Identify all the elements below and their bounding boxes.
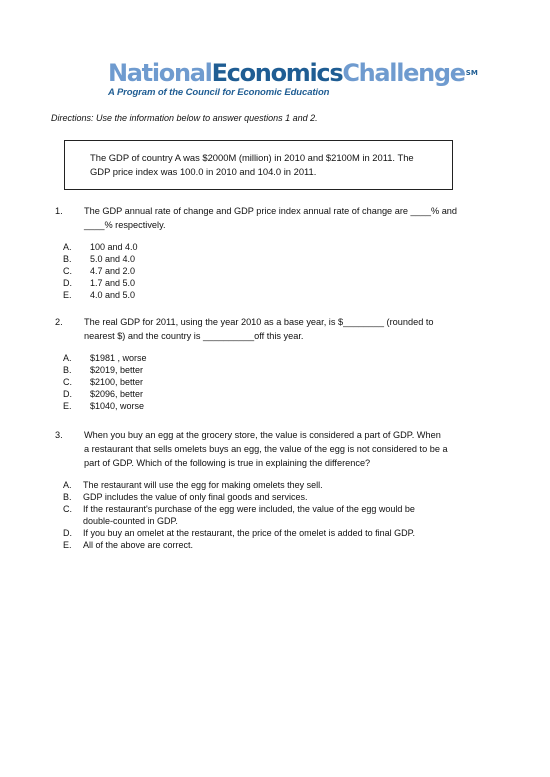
directions: Directions: Use the information below to answer questions 1 and 2. — [51, 113, 318, 123]
option-letter: B. — [63, 365, 72, 375]
question-text-line: The real GDP for 2011, using the year 2010 as a base year, is $________ (rounded to — [84, 317, 434, 327]
option-letter: A. — [63, 242, 72, 252]
options-list — [55, 352, 495, 412]
option-b[interactable] — [55, 491, 495, 503]
option-text: $1981 , worse — [90, 353, 147, 363]
option-text: GDP includes the value of only final goods and services. — [83, 492, 308, 502]
logo-national: National — [108, 59, 212, 87]
option-a[interactable] — [55, 241, 495, 253]
option-c[interactable] — [55, 376, 495, 388]
logo-subtitle: A Program of the Council for Economic Education — [108, 87, 330, 98]
question-text — [84, 428, 495, 470]
option-letter: E. — [63, 401, 72, 411]
logo — [108, 60, 478, 98]
option-text — [83, 503, 495, 527]
option-letter: B. — [63, 254, 72, 264]
options-list — [55, 479, 495, 551]
option-text-line: double-counted in GDP. — [83, 516, 178, 526]
option-text: 4.0 and 5.0 — [90, 290, 136, 300]
option-letter: A. — [63, 353, 72, 363]
option-letter: C. — [63, 266, 72, 276]
option-letter: E. — [63, 290, 72, 300]
question-text-line: When you buy an egg at the grocery store, the value is considered a part of GDP. When — [84, 430, 441, 440]
option-text: 1.7 and 5.0 — [90, 278, 136, 288]
option-text: 4.7 and 2.0 — [90, 266, 136, 276]
info-line-1: The GDP of country A was $2000M (million) in 2010 and $2100M in 2011. The — [90, 152, 414, 163]
option-text: 100 and 4.0 — [90, 242, 138, 252]
option-b[interactable] — [55, 364, 495, 376]
option-d[interactable] — [55, 388, 495, 400]
service-mark: SM — [465, 69, 478, 77]
question-2 — [55, 315, 495, 412]
option-text: $2096, better — [90, 389, 144, 399]
question-text — [84, 315, 495, 343]
option-letter: A. — [63, 480, 72, 490]
question-3 — [55, 428, 495, 551]
option-e[interactable] — [55, 539, 495, 551]
option-e[interactable] — [55, 289, 495, 301]
info-box — [64, 140, 453, 190]
option-text: 5.0 and 4.0 — [90, 254, 136, 264]
option-text: $1040, worse — [90, 401, 145, 411]
option-e[interactable] — [55, 400, 495, 412]
option-letter: D. — [63, 528, 72, 538]
question-number: 1. — [55, 206, 63, 216]
options-list — [55, 241, 495, 301]
option-d[interactable] — [55, 527, 495, 539]
option-c[interactable] — [55, 503, 495, 527]
question-number: 3. — [55, 430, 63, 440]
option-letter: D. — [63, 278, 72, 288]
option-a[interactable] — [55, 352, 495, 364]
option-b[interactable] — [55, 253, 495, 265]
option-text: If you buy an omelet at the restaurant, the price of the omelet is added to final GDP. — [83, 528, 416, 538]
option-c[interactable] — [55, 265, 495, 277]
question-text-line: nearest $) and the country is __________off this year. — [84, 331, 304, 341]
question-number: 2. — [55, 317, 63, 327]
option-letter: D. — [63, 389, 72, 399]
option-letter: E. — [63, 540, 72, 550]
logo-wordmark — [108, 60, 478, 86]
option-a[interactable] — [55, 479, 495, 491]
question-text-line: ____% respectively. — [84, 220, 166, 230]
option-text-line: If the restaurant's purchase of the egg were included, the value of the egg would be — [83, 504, 415, 514]
question-1 — [55, 204, 495, 301]
option-d[interactable] — [55, 277, 495, 289]
logo-economics: Economics — [211, 59, 343, 87]
option-text: $2019, better — [90, 365, 144, 375]
option-text: $2100, better — [90, 377, 144, 387]
question-text-line: a restaurant that sells omelets buys an egg, the value of the egg is not considered to be a — [84, 444, 448, 454]
option-letter: C. — [63, 504, 72, 514]
question-text-line: The GDP annual rate of change and GDP price index annual rate of change are ____% and — [84, 206, 458, 216]
question-text — [84, 204, 495, 232]
option-text: All of the above are correct. — [83, 540, 194, 550]
option-letter: B. — [63, 492, 72, 502]
option-text: The restaurant will use the egg for making omelets they sell. — [83, 480, 323, 490]
option-letter: C. — [63, 377, 72, 387]
question-text-line: part of GDP. Which of the following is true in explaining the difference? — [84, 458, 371, 468]
info-line-2: GDP price index was 100.0 in 2010 and 104.0 in 2011. — [90, 166, 317, 177]
logo-challenge: Challenge — [342, 59, 465, 87]
